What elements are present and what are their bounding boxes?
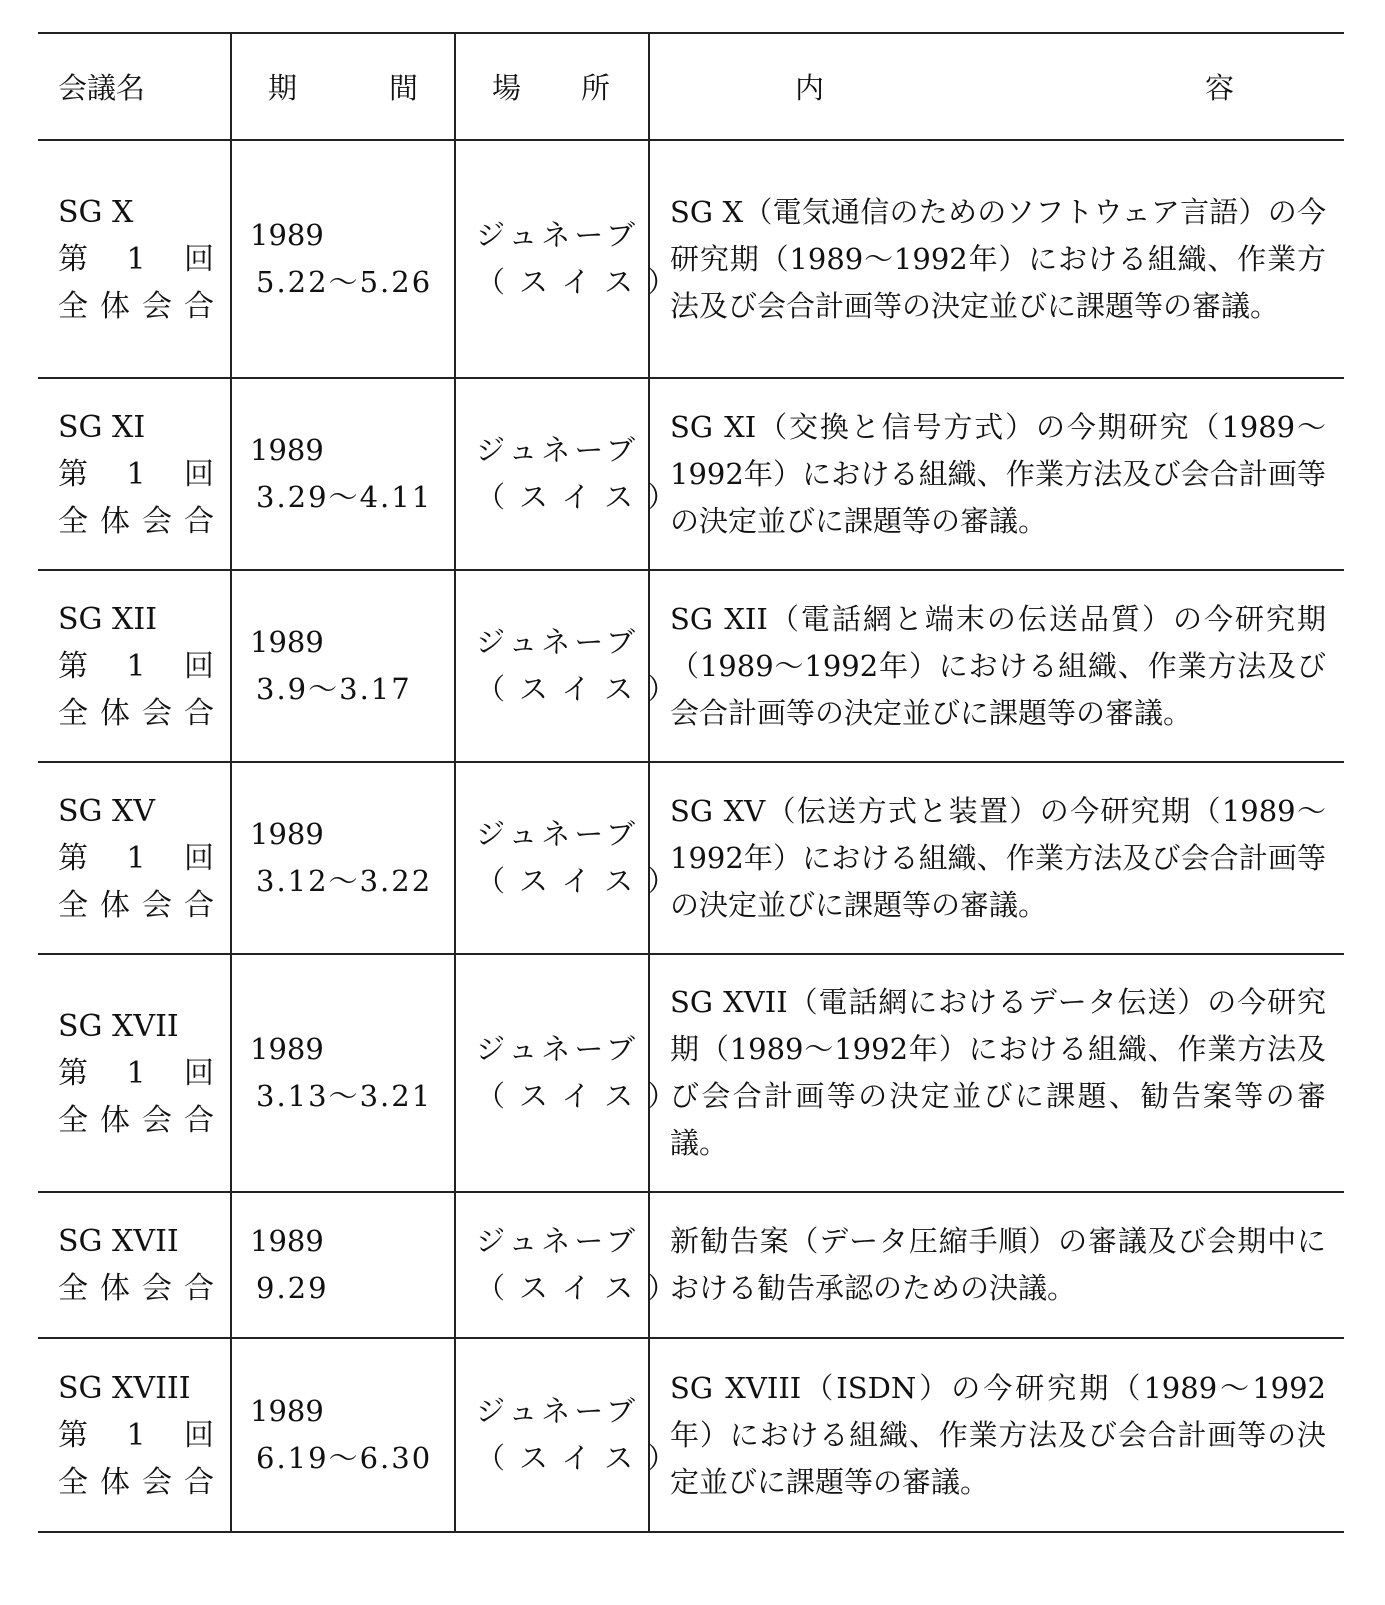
meeting-name-cell bbox=[38, 1338, 231, 1532]
assembly-char: 体 bbox=[100, 288, 130, 324]
assembly-char: 会 bbox=[142, 503, 172, 539]
period-year: 1989 bbox=[250, 625, 324, 659]
meeting-session bbox=[58, 835, 214, 882]
meeting-assembly bbox=[58, 882, 214, 929]
meeting-sg-name: SG XVIII bbox=[58, 1370, 191, 1406]
assembly-char: 会 bbox=[142, 1102, 172, 1138]
period-dates: 3.12～3.22 bbox=[256, 864, 433, 898]
meeting-table bbox=[38, 32, 1344, 1533]
session-char: 1 bbox=[126, 1055, 146, 1091]
header-content-label-b: 容 bbox=[1204, 71, 1234, 105]
period-year: 1989 bbox=[250, 433, 324, 467]
table-row bbox=[38, 140, 1344, 378]
place-country: （スイス） bbox=[476, 1441, 691, 1475]
assembly-char: 全 bbox=[58, 288, 88, 324]
place-cell bbox=[455, 378, 691, 570]
place-city: ジュネーブ bbox=[476, 1224, 639, 1258]
header-row bbox=[38, 33, 1344, 140]
assembly-char: 全 bbox=[58, 503, 88, 539]
header-period bbox=[231, 33, 455, 140]
assembly-char: 体 bbox=[100, 1464, 130, 1500]
place-country: （スイス） bbox=[476, 480, 691, 514]
assembly-char: 全 bbox=[58, 1271, 88, 1306]
meeting-session bbox=[58, 1412, 214, 1459]
content-cell: SG XVII（電話網におけるデータ伝送）の今研究期（1989～1992年）における組織、作業方法及び会合計画等の決定並びに課題、勧告案等の審議。 bbox=[649, 954, 1344, 1192]
assembly-char: 合 bbox=[184, 695, 214, 731]
table-row bbox=[38, 570, 1344, 762]
header-period-label-a: 期 bbox=[268, 71, 298, 105]
place-city: ジュネーブ bbox=[476, 817, 639, 851]
session-char: 第 bbox=[58, 1055, 88, 1091]
period-cell bbox=[231, 378, 455, 570]
place-cell bbox=[455, 1192, 691, 1338]
period-cell bbox=[231, 1338, 455, 1532]
header-content-label-a: 内 bbox=[795, 71, 825, 105]
place-city: ジュネーブ bbox=[476, 218, 639, 252]
meeting-session bbox=[58, 1050, 214, 1097]
meeting-name-cell bbox=[38, 378, 231, 570]
meeting-session bbox=[58, 643, 214, 690]
meeting-assembly bbox=[58, 498, 214, 545]
place-city: ジュネーブ bbox=[476, 1394, 639, 1428]
period-dates: 5.22～5.26 bbox=[256, 265, 433, 299]
assembly-char: 会 bbox=[142, 1464, 172, 1500]
period-year: 1989 bbox=[250, 817, 324, 851]
meeting-name-cell bbox=[38, 762, 231, 954]
table-row bbox=[38, 1192, 1344, 1338]
assembly-char: 合 bbox=[184, 288, 214, 324]
meeting-assembly bbox=[58, 690, 214, 737]
period-year: 1989 bbox=[250, 218, 324, 252]
assembly-char: 会 bbox=[142, 695, 172, 731]
assembly-char: 体 bbox=[100, 1102, 130, 1138]
meeting-sg-name: SG XVII bbox=[58, 1224, 179, 1259]
place-country: （スイス） bbox=[476, 1271, 691, 1305]
assembly-char: 体 bbox=[100, 503, 130, 539]
content-cell: SG XVIII（ISDN）の今研究期（1989～1992年）における組織、作業方法及び会合計画等の決定並びに課題等の審議。 bbox=[649, 1338, 1344, 1532]
session-char: 1 bbox=[126, 456, 146, 492]
period-cell bbox=[231, 762, 455, 954]
header-content bbox=[649, 33, 1344, 140]
place-country: （スイス） bbox=[476, 672, 691, 706]
place-country: （スイス） bbox=[476, 265, 691, 299]
meeting-assembly bbox=[58, 1265, 214, 1312]
assembly-char: 合 bbox=[184, 1102, 214, 1138]
session-char: 1 bbox=[126, 648, 146, 684]
period-dates: 3.13～3.21 bbox=[256, 1079, 433, 1113]
place-cell bbox=[455, 1338, 691, 1532]
table-row bbox=[38, 954, 1344, 1192]
place-country: （スイス） bbox=[476, 1079, 691, 1113]
assembly-char: 全 bbox=[58, 1464, 88, 1500]
meeting-session bbox=[58, 236, 214, 283]
content-cell: SG XV（伝送方式と装置）の今研究期（1989～1992年）における組織、作業方法及び会合計画等の決定並びに課題等の審議。 bbox=[649, 762, 1344, 954]
session-char: 回 bbox=[184, 840, 214, 876]
place-city: ジュネーブ bbox=[476, 1032, 639, 1066]
session-char: 第 bbox=[58, 840, 88, 876]
meeting-name-cell bbox=[38, 570, 231, 762]
place-city: ジュネーブ bbox=[476, 433, 639, 467]
place-cell bbox=[455, 570, 691, 762]
header-place bbox=[455, 33, 649, 140]
header-place-label-b: 所 bbox=[580, 71, 610, 105]
assembly-char: 全 bbox=[58, 1102, 88, 1138]
meeting-sg-name: SG XI bbox=[58, 409, 146, 445]
assembly-char: 合 bbox=[184, 1464, 214, 1500]
assembly-char: 会 bbox=[142, 887, 172, 923]
assembly-char: 体 bbox=[100, 1271, 130, 1306]
meeting-sg-name: SG X bbox=[58, 194, 134, 230]
place-cell bbox=[455, 954, 691, 1192]
assembly-char: 全 bbox=[58, 887, 88, 923]
period-dates: 3.9～3.17 bbox=[256, 672, 412, 706]
period-dates: 9.29 bbox=[256, 1271, 329, 1305]
content-cell: 新勧告案（データ圧縮手順）の審議及び会期中における勧告承認のための決議。 bbox=[649, 1192, 1344, 1338]
period-cell bbox=[231, 570, 455, 762]
session-char: 1 bbox=[126, 241, 146, 277]
place-cell bbox=[455, 762, 691, 954]
meeting-name-cell bbox=[38, 140, 231, 378]
session-char: 第 bbox=[58, 1417, 88, 1453]
header-meeting-name bbox=[38, 33, 231, 140]
content-cell: SG XII（電話網と端末の伝送品質）の今研究期（1989～1992年）における組織、作業方法及び会合計画等の決定並びに課題等の審議。 bbox=[649, 570, 1344, 762]
header-period-label-b: 間 bbox=[388, 71, 418, 105]
meeting-name-cell bbox=[38, 1192, 231, 1338]
period-year: 1989 bbox=[250, 1224, 324, 1258]
session-char: 第 bbox=[58, 456, 88, 492]
meeting-name-cell bbox=[38, 954, 231, 1192]
meeting-sg-name: SG XII bbox=[58, 601, 158, 637]
session-char: 回 bbox=[184, 241, 214, 277]
period-cell bbox=[231, 1192, 455, 1338]
session-char: 回 bbox=[184, 1417, 214, 1453]
header-place-label-a: 場 bbox=[492, 71, 522, 105]
period-dates: 6.19～6.30 bbox=[256, 1441, 433, 1475]
place-city: ジュネーブ bbox=[476, 625, 639, 659]
table-row bbox=[38, 1338, 1344, 1532]
meeting-assembly bbox=[58, 1459, 214, 1506]
session-char: 第 bbox=[58, 241, 88, 277]
assembly-char: 会 bbox=[142, 1271, 172, 1306]
meeting-session bbox=[58, 451, 214, 498]
meeting-sg-name: SG XV bbox=[58, 793, 156, 829]
place-cell bbox=[455, 140, 691, 378]
period-year: 1989 bbox=[250, 1394, 324, 1428]
session-char: 1 bbox=[126, 840, 146, 876]
session-char: 回 bbox=[184, 1055, 214, 1091]
session-char: 回 bbox=[184, 648, 214, 684]
session-char: 回 bbox=[184, 456, 214, 492]
table-row bbox=[38, 762, 1344, 954]
session-char: 1 bbox=[126, 1417, 146, 1453]
period-year: 1989 bbox=[250, 1032, 324, 1066]
meeting-assembly bbox=[58, 283, 214, 330]
meeting-sg-name: SG XVII bbox=[58, 1008, 179, 1044]
content-cell: SG XI（交換と信号方式）の今期研究（1989～1992年）における組織、作業方法及び会合計画等の決定並びに課題等の審議。 bbox=[649, 378, 1344, 570]
assembly-char: 体 bbox=[100, 695, 130, 731]
period-cell bbox=[231, 140, 455, 378]
assembly-char: 体 bbox=[100, 887, 130, 923]
period-cell bbox=[231, 954, 455, 1192]
assembly-char: 合 bbox=[184, 503, 214, 539]
table-row bbox=[38, 378, 1344, 570]
meeting-assembly bbox=[58, 1097, 214, 1144]
assembly-char: 合 bbox=[184, 887, 214, 923]
place-country: （スイス） bbox=[476, 864, 691, 898]
assembly-char: 会 bbox=[142, 288, 172, 324]
assembly-char: 全 bbox=[58, 695, 88, 731]
header-meeting-name-label: 会議名 bbox=[58, 71, 146, 105]
content-cell: SG X（電気通信のためのソフトウェア言語）の今研究期（1989～1992年）における組織、作業方法及び会合計画等の決定並びに課題等の審議。 bbox=[649, 140, 1344, 378]
session-char: 第 bbox=[58, 648, 88, 684]
period-dates: 3.29～4.11 bbox=[256, 480, 433, 514]
assembly-char: 合 bbox=[184, 1271, 214, 1306]
